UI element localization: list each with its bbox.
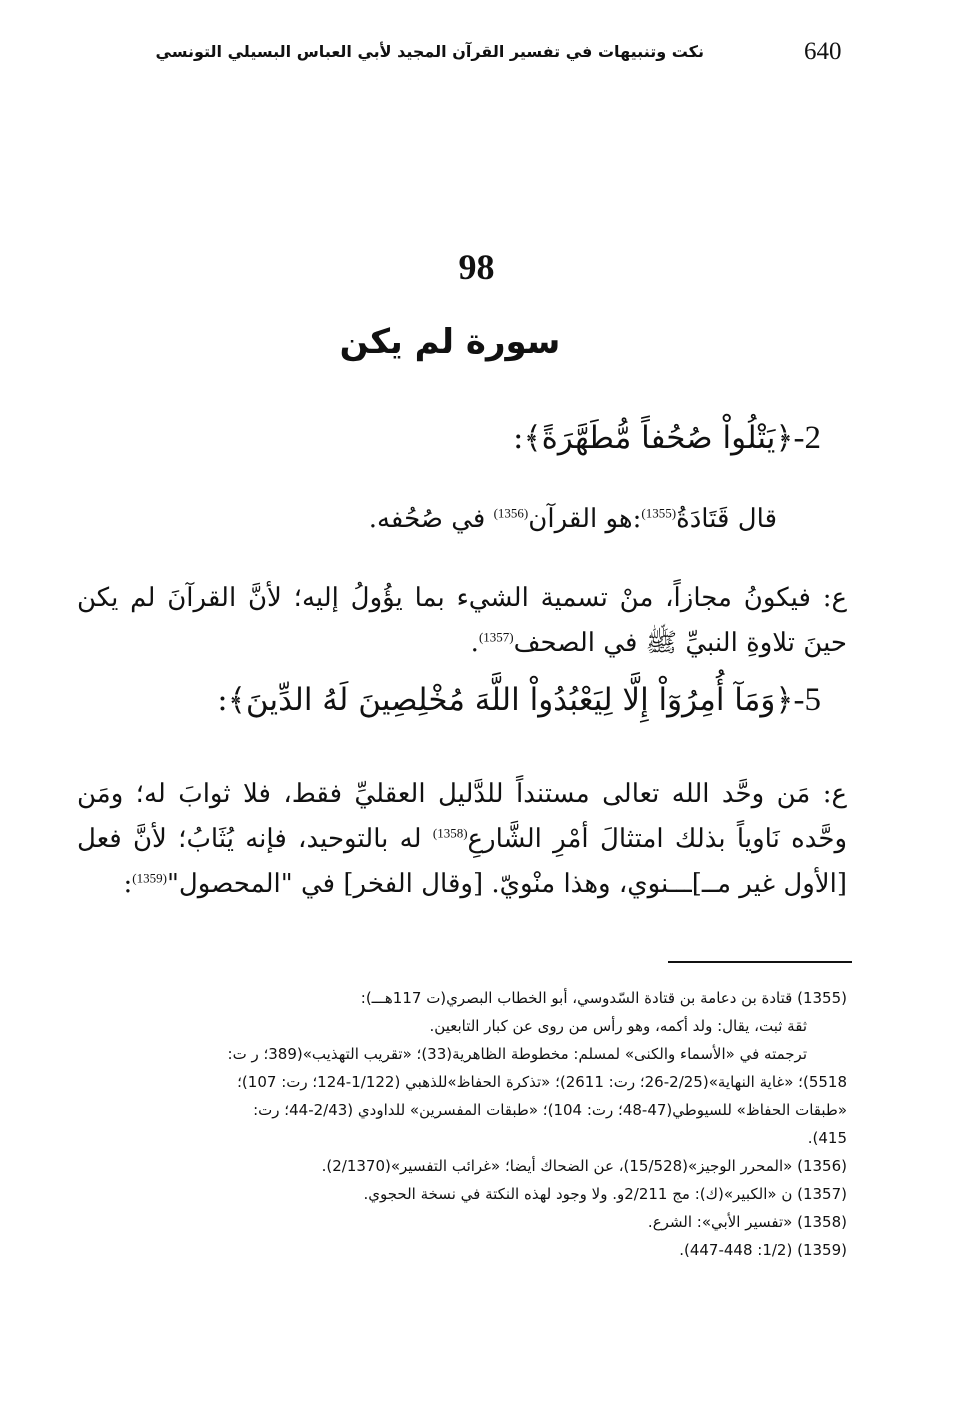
footnote-line: (1356) «المحرر الوجيز»(15/528)، عن الضحاك أيضا؛ «غرائب التفسير»(2/1370). bbox=[321, 1157, 847, 1175]
sura-number: 98 bbox=[458, 247, 495, 287]
verse-number: 5- bbox=[793, 682, 821, 718]
footnote-separator bbox=[668, 961, 852, 963]
footnote-ref: (1358) bbox=[432, 825, 468, 841]
footnote-line: ترجمته في «الأسماء والكنى» لمسلم: مخطوطة الظاهرية(33)؛ «تقريب التهذيب»(389؛ ر ت: bbox=[227, 1045, 807, 1063]
footnote-line: (1357) ن «الكبير»(ك): مج 2/211و. ولا وجود لهذه النكتة في نسخة الحجوي. bbox=[363, 1185, 847, 1203]
commentary-paragraph bbox=[137, 497, 777, 542]
verse-text: ﴿وَمَآ أُمِرُوٓاْ إِلَّا لِيَعْبُدُواْ اللَّهَ مُخْلِصِينَ لَهُ الدِّينَ﴾: bbox=[217, 682, 794, 718]
footnote-line: 5518)؛ «غاية النهاية»(2/25-26؛ رت: 2611)؛ «تذكرة الحفاظ»للذهبي (1/122-124؛ رت: 107)؛ bbox=[237, 1073, 847, 1091]
paragraph-text: في صُحُفه. bbox=[368, 504, 494, 534]
footnote-line: ثقة ثبت، يقال: ولد أكمه، وهو رأس من روى عن كبار التابعين. bbox=[429, 1017, 807, 1035]
footnotes bbox=[77, 984, 847, 1264]
paragraph-text: قال قَتَادَةُ bbox=[676, 504, 777, 534]
commentary-paragraph bbox=[77, 576, 847, 666]
paragraph-text: :هو القرآن bbox=[528, 504, 642, 534]
verse-heading bbox=[217, 682, 821, 719]
commentary-paragraph bbox=[77, 772, 847, 907]
page-number: 640 bbox=[804, 38, 842, 65]
paragraph-text: : bbox=[123, 869, 133, 899]
verse-heading bbox=[513, 420, 821, 457]
page-header bbox=[155, 38, 850, 78]
footnote-line: (1359) (1/2: 447-448). bbox=[679, 1241, 847, 1259]
paragraph-text: . bbox=[470, 628, 479, 658]
paragraph-text: له بالتوحيد، فإنه يُثَابُ؛ لأنَّ فعل [الأول غير مــ]ـــنوي، وهذا منْويّ. [وقال الفخر] في "المحصول" bbox=[77, 824, 847, 899]
footnote-line: «طبقات الحفاظ» للسيوطي(47-48؛ رت: 104)؛ «طبقات المفسرين» للداودي (2/43-44؛ رت: bbox=[253, 1101, 847, 1119]
verse-text: ﴿يَتْلُواْ صُحُفاً مُّطَهَّرَةً﴾: bbox=[513, 420, 794, 456]
running-title: نكت وتنبيهات في تفسير القرآن المجيد لأبي العباس البسيلي التونسي bbox=[155, 42, 704, 61]
footnote-ref: (1355) bbox=[641, 505, 677, 521]
footnote-line: 415). bbox=[807, 1129, 847, 1147]
footnote-ref: (1356) bbox=[493, 505, 529, 521]
sura-title: سورة لم يكن bbox=[339, 322, 561, 362]
verse-number: 2- bbox=[793, 420, 821, 456]
paragraph-text: ع: فيكونُ مجازاً، منْ تسمية الشيء بما يؤُولُ إليه؛ لأنَّ القرآنَ لم يكن حينَ تلاوةِ النبيِّ ﷺ في الصحف bbox=[77, 583, 847, 658]
footnote-ref: (1357) bbox=[478, 629, 514, 645]
footnote-line: (1358) «تفسير الأبي»: الشرع. bbox=[647, 1213, 847, 1231]
footnote-ref: (1359) bbox=[132, 870, 167, 886]
paragraph-text: ع: مَن وحَّد الله تعالى مستنداً للدَّليل العقليِّ فقط، فلا ثوابَ له؛ ومَن وحَّده نَاوياً بذلك امتثالَ أمْرِ الشَّارعِ bbox=[77, 779, 848, 854]
footnote-line: (1355) قتادة بن دعامة بن قتادة السّدوسي، أبو الخطاب البصري(ت 117هـــ): bbox=[360, 989, 847, 1007]
